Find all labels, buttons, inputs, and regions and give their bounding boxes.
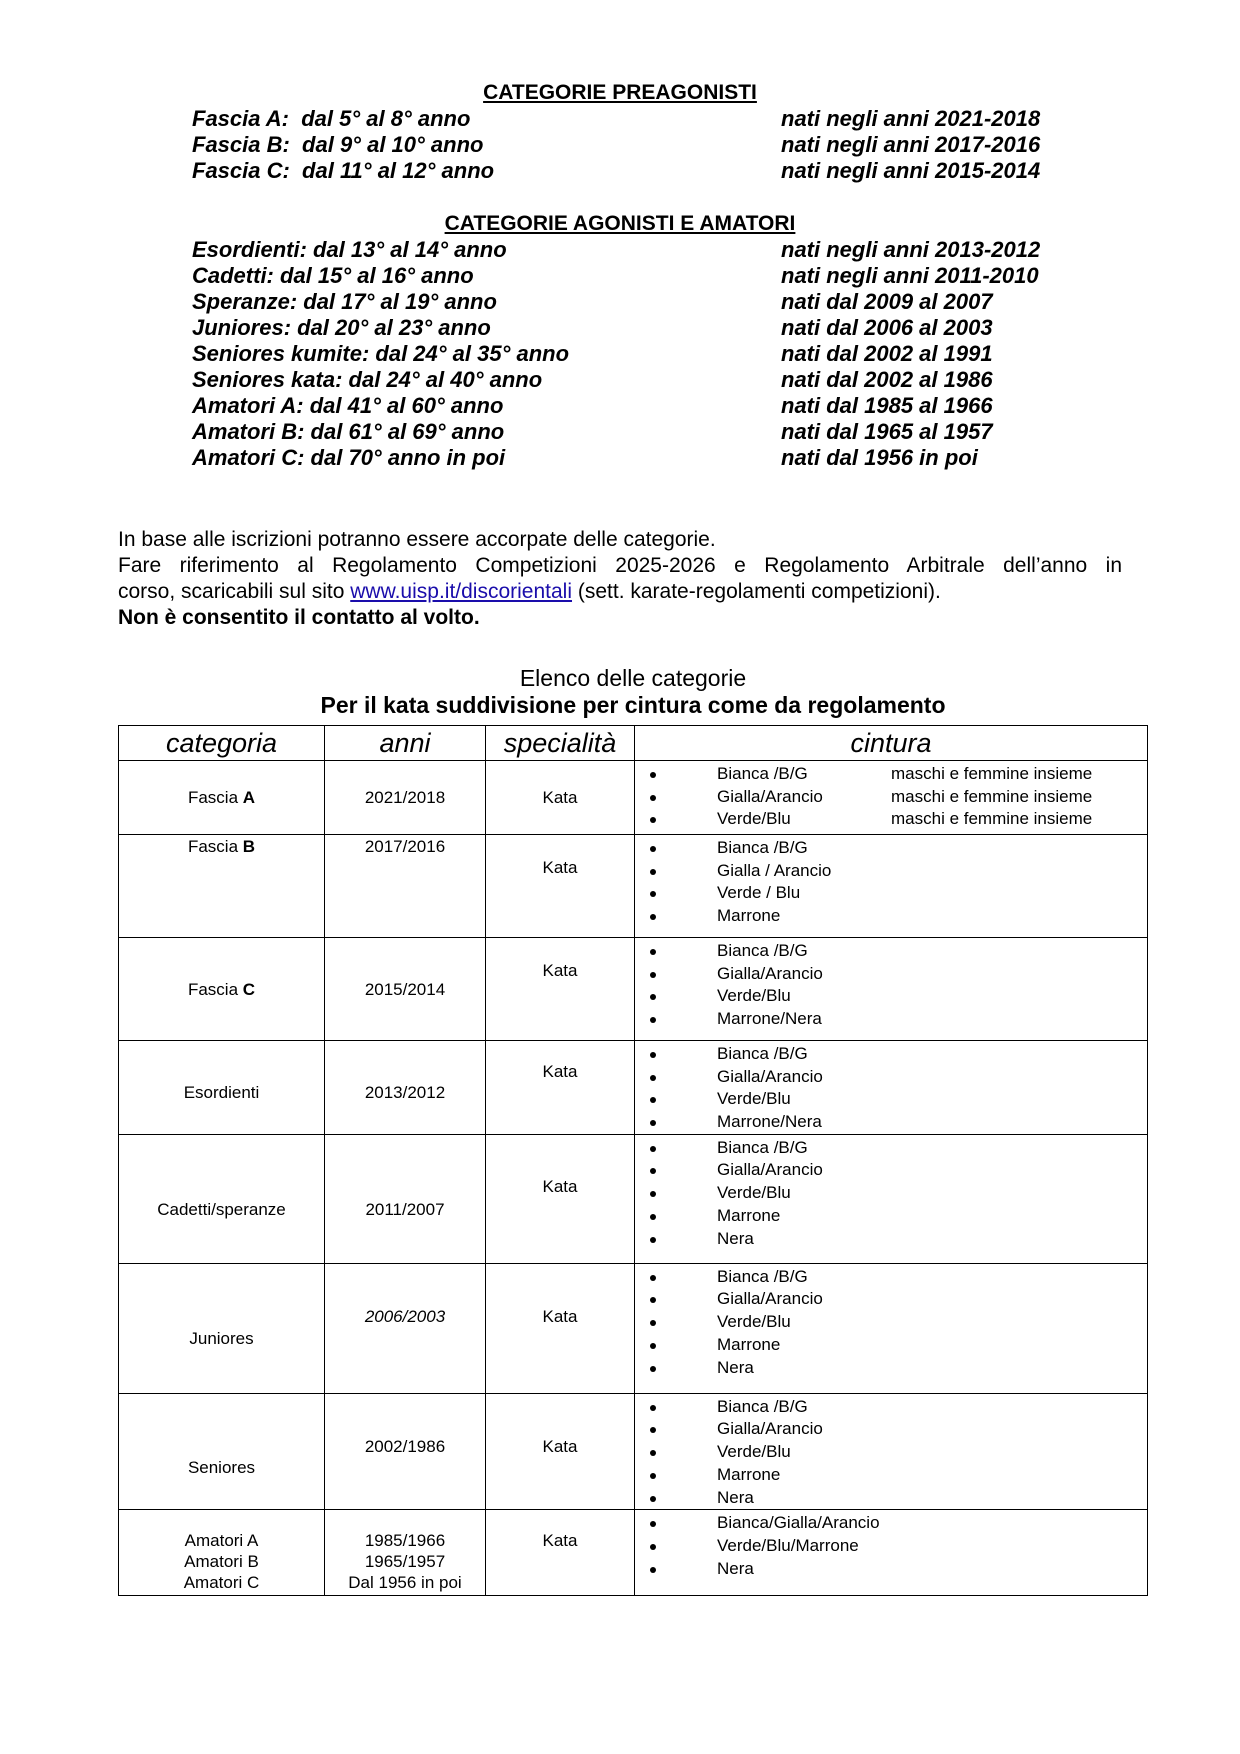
belt-name: Bianca /B/G xyxy=(717,1137,808,1157)
belt-name: Bianca /B/G xyxy=(717,1044,808,1063)
cat-name: Fascia xyxy=(187,788,243,807)
belt-name: Verde/Blu xyxy=(717,1442,791,1462)
table-row xyxy=(119,1041,1148,1135)
cell-cintura xyxy=(635,1393,1148,1509)
cat-name: Amatori A xyxy=(184,1531,259,1551)
belt-list xyxy=(635,938,1147,1031)
belt-name: Marrone xyxy=(717,1205,781,1225)
table-subtitle: Per il kata suddivisione per cintura come da regolamento xyxy=(320,692,946,718)
list-item xyxy=(635,860,1147,883)
category-row xyxy=(192,341,1092,367)
header-anni: anni xyxy=(325,726,486,761)
category-label: Speranze: dal 17° al 19° anno xyxy=(192,289,497,314)
belt-name: Verde/Blu xyxy=(717,986,791,1006)
belt-name: Bianca /B/G xyxy=(717,941,808,960)
note-no-face-contact: Non è consentito il contatto al volto. xyxy=(118,606,480,629)
cat-name: Cadetti/speranze xyxy=(157,1199,286,1219)
belt-name: Gialla/Arancio xyxy=(717,1289,823,1309)
header-cintura: cintura xyxy=(635,726,1148,761)
note-download-post: (sett. karate-regolamenti competizioni). xyxy=(572,580,941,603)
belt-name: Marrone xyxy=(717,1464,781,1484)
category-years: nati dal 2002 al 1991 xyxy=(781,341,993,366)
cell-categoria xyxy=(119,1263,325,1393)
list-item xyxy=(635,882,1147,905)
category-label: Amatori A: dal 41° al 60° anno xyxy=(192,393,504,418)
cell-categoria xyxy=(119,761,325,835)
cell-cintura xyxy=(635,1263,1148,1393)
category-years: nati negli anni 2017-2016 xyxy=(781,132,1041,157)
years: 2013/2012 xyxy=(364,1083,446,1102)
belt-name: Bianca /B/G xyxy=(717,1266,808,1286)
belt-note: maschi e femmine insieme xyxy=(891,809,1093,829)
belt-list xyxy=(635,1264,1147,1379)
list-item xyxy=(635,1008,1147,1031)
belt-list xyxy=(635,1510,1147,1580)
category-years: nati negli anni 2013-2012 xyxy=(781,237,1041,262)
category-years: nati dal 1985 al 1966 xyxy=(781,393,993,418)
list-item xyxy=(635,1228,1147,1251)
category-label: Cadetti: dal 15° al 16° anno xyxy=(192,263,474,288)
category-row xyxy=(192,315,1092,341)
cat-letter: C xyxy=(242,980,256,999)
years: 2011/2007 xyxy=(365,1199,445,1219)
category-label: Fascia A: dal 5° al 8° anno xyxy=(192,106,471,131)
cell-categoria xyxy=(119,938,325,1041)
cell-cintura xyxy=(635,1134,1148,1263)
belt-name: Nera xyxy=(717,1357,754,1377)
agonisti-heading: CATEGORIE AGONISTI E AMATORI xyxy=(444,212,796,235)
category-row xyxy=(192,237,1092,263)
categories-table xyxy=(118,725,1148,1596)
belt-name: Bianca/Gialla/Arancio xyxy=(717,1513,880,1533)
list-item xyxy=(635,1512,1147,1535)
category-label: Fascia B: dal 9° al 10° anno xyxy=(192,132,484,157)
list-item xyxy=(635,905,1147,928)
header-specialita: specialità xyxy=(486,726,635,761)
years: 1965/1957 xyxy=(364,1552,446,1572)
cell-anni xyxy=(325,1041,486,1135)
table-row xyxy=(119,1134,1148,1263)
cell-cintura xyxy=(635,938,1148,1041)
category-row xyxy=(192,158,1092,184)
cat-name: Seniores xyxy=(187,1457,256,1477)
category-label: Esordienti: dal 13° al 14° anno xyxy=(192,237,507,262)
table-title: Elenco delle categorie xyxy=(519,665,747,691)
category-label: Fascia C: dal 11° al 12° anno xyxy=(192,158,495,183)
list-item xyxy=(635,1487,1147,1510)
list-item xyxy=(635,1266,1147,1289)
list-item xyxy=(635,786,1147,809)
cell-specialita xyxy=(486,835,635,938)
cell-anni xyxy=(325,938,486,1041)
cell-anni xyxy=(325,761,486,835)
belt-name: Verde / Blu xyxy=(717,883,801,903)
note-regolamento: Fare riferimento al Regolamento Competizioni 2025-2026 e Regolamento Arbitrale dell’anno in xyxy=(118,554,1122,577)
belt-name: Marrone xyxy=(717,1334,781,1354)
cell-specialita xyxy=(486,1134,635,1263)
note-download xyxy=(118,579,1122,605)
speciality: Kata xyxy=(542,788,578,807)
belt-list xyxy=(635,761,1147,831)
belt-list xyxy=(635,835,1147,928)
years: 2006/2003 xyxy=(364,1306,446,1326)
belt-list xyxy=(635,1041,1147,1134)
belt-name: Gialla/Arancio xyxy=(717,1066,823,1086)
table-row xyxy=(119,938,1148,1041)
list-item xyxy=(635,1205,1147,1228)
belt-name: Verde/Blu xyxy=(717,809,791,829)
list-item xyxy=(635,1396,1147,1419)
belt-name: Bianca /B/G xyxy=(717,1396,808,1416)
list-item xyxy=(635,1441,1147,1464)
belt-name: Gialla/Arancio xyxy=(717,963,823,983)
list-item xyxy=(635,1311,1147,1334)
years: 2021/2018 xyxy=(364,788,446,807)
note-download-pre: corso, scaricabili sul sito xyxy=(118,580,351,603)
cell-cintura xyxy=(635,761,1148,835)
category-years: nati negli anni 2021-2018 xyxy=(781,106,1041,131)
list-item xyxy=(635,963,1147,986)
category-label: Amatori C: dal 70° anno in poi xyxy=(192,445,506,470)
belt-note: maschi e femmine insieme xyxy=(891,786,1093,806)
belt-name: Marrone xyxy=(717,906,781,926)
speciality: Kata xyxy=(542,1306,578,1326)
speciality: Kata xyxy=(542,1176,578,1196)
list-item xyxy=(635,1043,1147,1066)
table-row xyxy=(119,761,1148,835)
list-item xyxy=(635,808,1147,831)
cell-categoria xyxy=(119,1510,325,1596)
cell-cintura xyxy=(635,835,1148,938)
table-row xyxy=(119,1393,1148,1509)
years: 2002/1986 xyxy=(364,1436,446,1456)
category-row xyxy=(192,445,1092,471)
uisp-link[interactable]: www.uisp.it/discorientali xyxy=(350,580,573,603)
cell-specialita xyxy=(486,1041,635,1135)
belt-name: Nera xyxy=(717,1228,754,1248)
cell-categoria xyxy=(119,1041,325,1135)
list-item xyxy=(635,1418,1147,1441)
list-item xyxy=(635,1111,1147,1134)
cat-letter: B xyxy=(242,837,256,856)
category-label: Juniores: dal 20° al 23° anno xyxy=(192,315,491,340)
belt-name: Gialla/Arancio xyxy=(717,786,823,806)
belt-note: maschi e femmine insieme xyxy=(891,764,1093,783)
belt-name: Bianca /B/G xyxy=(717,838,808,857)
belt-name: Marrone/Nera xyxy=(717,1112,822,1132)
belt-name: Gialla/Arancio xyxy=(717,1419,823,1439)
category-row xyxy=(192,419,1092,445)
category-row xyxy=(192,289,1092,315)
cat-name: Juniores xyxy=(189,1328,254,1348)
belt-name: Marrone/Nera xyxy=(717,1009,822,1029)
cell-anni xyxy=(325,1510,486,1596)
list-item xyxy=(635,1558,1147,1581)
belt-name: Verde/Blu xyxy=(717,1089,791,1109)
cell-anni xyxy=(325,835,486,938)
cell-specialita xyxy=(486,761,635,835)
cat-letter: A xyxy=(242,788,256,807)
cell-categoria xyxy=(119,835,325,938)
list-item xyxy=(635,837,1147,860)
list-item xyxy=(635,1159,1147,1182)
cell-cintura xyxy=(635,1510,1148,1596)
cell-anni xyxy=(325,1134,486,1263)
list-item xyxy=(635,985,1147,1008)
cell-specialita xyxy=(486,1393,635,1509)
category-row xyxy=(192,393,1092,419)
category-years: nati negli anni 2015-2014 xyxy=(781,158,1041,183)
years: 1985/1966 xyxy=(364,1531,446,1551)
belt-list xyxy=(635,1135,1147,1250)
speciality: Kata xyxy=(542,961,578,980)
category-row xyxy=(192,367,1092,393)
preagonisti-heading: CATEGORIE PREAGONISTI xyxy=(483,81,757,104)
cell-anni xyxy=(325,1263,486,1393)
category-label: Amatori B: dal 61° al 69° anno xyxy=(192,419,505,444)
category-years: nati dal 1956 in poi xyxy=(781,445,978,470)
years: Dal 1956 in poi xyxy=(348,1573,462,1593)
list-item xyxy=(635,1137,1147,1160)
belt-name: Nera xyxy=(717,1487,754,1507)
cell-anni xyxy=(325,1393,486,1509)
belt-name: Gialla/Arancio xyxy=(717,1160,823,1180)
list-item xyxy=(635,1535,1147,1558)
belt-name: Verde/Blu xyxy=(717,1183,791,1203)
belt-name: Nera xyxy=(717,1558,754,1578)
cell-specialita xyxy=(486,1263,635,1393)
list-item xyxy=(635,1288,1147,1311)
category-row xyxy=(192,263,1092,289)
category-years: nati negli anni 2011-2010 xyxy=(781,263,1039,288)
speciality: Kata xyxy=(542,1436,578,1456)
belt-list xyxy=(635,1394,1147,1509)
category-years: nati dal 2009 al 2007 xyxy=(781,289,993,314)
speciality: Kata xyxy=(542,1062,578,1081)
category-row xyxy=(192,106,1092,132)
years: 2015/2014 xyxy=(364,980,446,999)
category-row xyxy=(192,132,1092,158)
cell-categoria xyxy=(119,1134,325,1263)
cat-name: Amatori C xyxy=(183,1573,260,1593)
table-row xyxy=(119,1510,1148,1596)
belt-name: Verde/Blu/Marrone xyxy=(717,1535,859,1555)
belt-name: Verde/Blu xyxy=(717,1312,791,1332)
category-label: Seniores kata: dal 24° al 40° anno xyxy=(192,367,543,392)
header-categoria: categoria xyxy=(119,726,325,761)
category-label: Seniores kumite: dal 24° al 35° anno xyxy=(192,341,570,366)
note-accorpamento: In base alle iscrizioni potranno essere accorpate delle categorie. xyxy=(118,528,716,551)
list-item xyxy=(635,1357,1147,1380)
list-item xyxy=(635,1464,1147,1487)
speciality: Kata xyxy=(542,858,578,877)
table-row xyxy=(119,1263,1148,1393)
table-header-row xyxy=(119,726,1148,761)
cell-specialita xyxy=(486,938,635,1041)
years: 2017/2016 xyxy=(364,837,446,856)
list-item xyxy=(635,1182,1147,1205)
cat-name: Fascia xyxy=(187,980,243,999)
list-item xyxy=(635,1066,1147,1089)
category-years: nati dal 2002 al 1986 xyxy=(781,367,993,392)
list-item xyxy=(635,1088,1147,1111)
speciality: Kata xyxy=(542,1531,578,1551)
cell-cintura xyxy=(635,1041,1148,1135)
cat-name: Fascia xyxy=(187,837,243,856)
cat-name: Esordienti xyxy=(183,1083,260,1102)
cat-name: Amatori B xyxy=(184,1552,259,1572)
category-years: nati dal 1965 al 1957 xyxy=(781,419,993,444)
belt-name: Gialla / Arancio xyxy=(717,860,832,880)
belt-name: Bianca /B/G xyxy=(717,764,808,783)
list-item xyxy=(635,1334,1147,1357)
list-item xyxy=(635,940,1147,963)
cell-specialita xyxy=(486,1510,635,1596)
list-item xyxy=(635,763,1147,786)
category-years: nati dal 2006 al 2003 xyxy=(781,315,993,340)
table-row xyxy=(119,835,1148,938)
cell-categoria xyxy=(119,1393,325,1509)
